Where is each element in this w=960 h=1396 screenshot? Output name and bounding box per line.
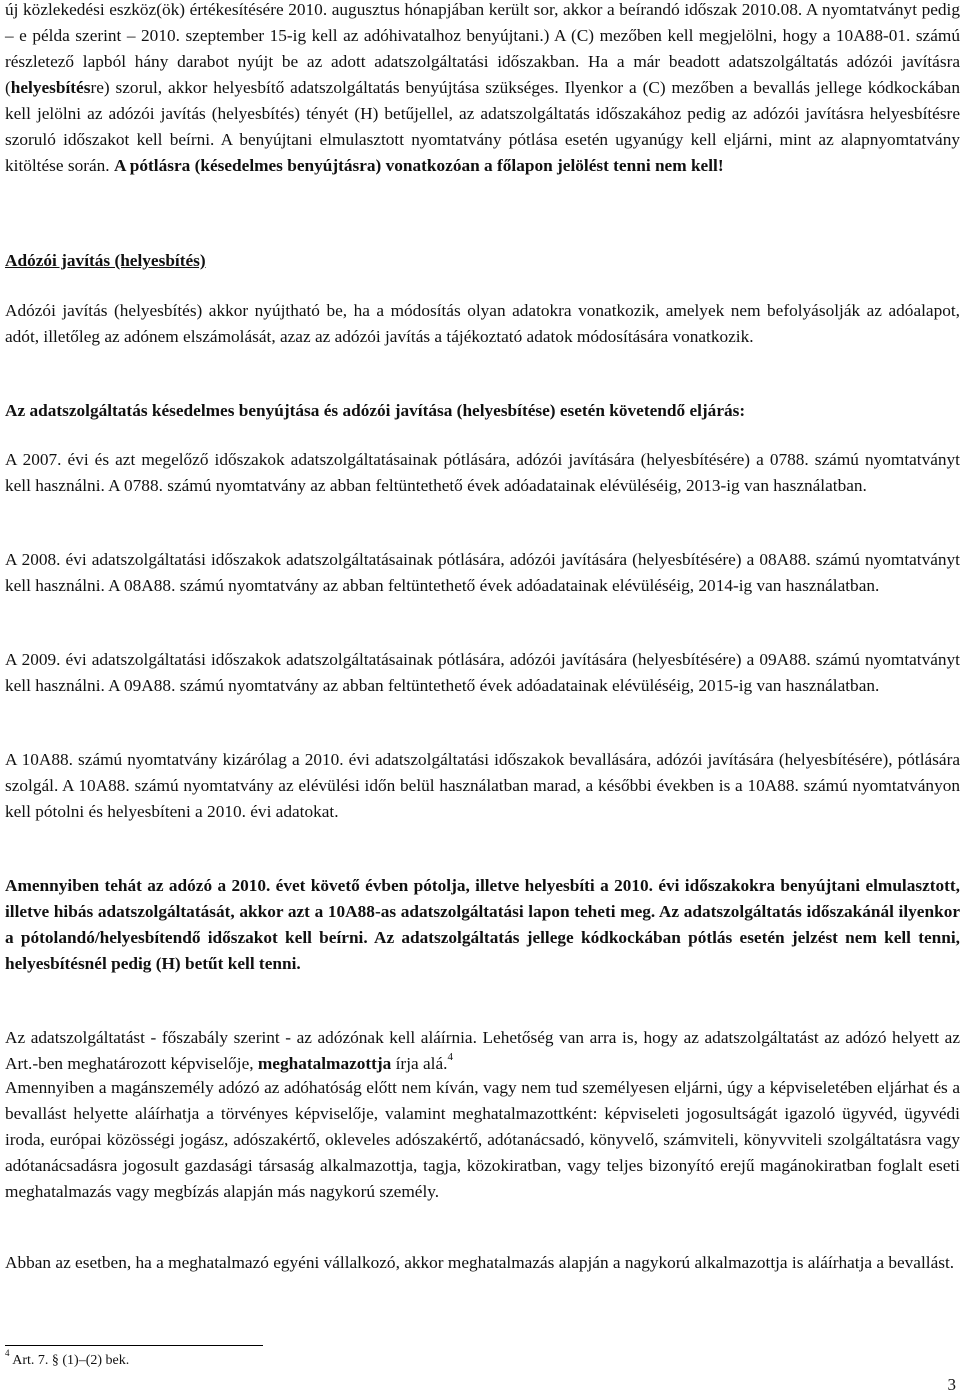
paragraph-2009: A 2009. évi adatszolgáltatási időszakok adatszolgáltatásainak pótlására, adózói javítására (helyesbítésére) a 09A88. számú nyomtatványt kell használni. A 09A88. számú nyomtatvány az abban feltüntethető évek adóadatainak elévüléséig, 2015-ig van használatban. — [5, 650, 960, 695]
paragraph-2010: A 10A88. számú nyomtatvány kizárólag a 2010. évi adatszolgáltatási időszakok bevallására, adózói javítására (helyesbítésére), pótlására szolgál. A 10A88. számú nyomtatvány az elévülési időn belül használatban marad, a későbbi években is a 10A88. számú nyomtatványon kell pótolni és helyesbíteni a 2010. évi adatokat. — [5, 750, 960, 821]
paragraph-representation: Amennyiben a magánszemély adózó az adóhatóság előtt nem kíván, vagy nem tud személyesen eljárni, úgy a képviseletében eljárhat és a bevallást helyette aláírhatja a törvényes képviselője, valamint meghatalmazottként: képviseleti jogosultságát igazoló ügyvéd, ügyvédi iroda, európai közösségi jogász, adószakértő, okleveles adószakértő, adótanácsadó, könyvelő, számviteli, könyvviteli szolgáltatásra vagy adótanácsadásra jogosult gazdasági társaság alkalmazottja, tagja, közokiratban, vagy teljes bizonyító erejű magánokiratban foglalt eseti meghatalmazás vagy megbízás alapján más nagykorú személy. — [5, 1078, 960, 1201]
paragraph-2007: A 2007. évi és azt megelőző időszakok adatszolgáltatásainak pótlására, adózói javítására (helyesbítésére) a 0788. számú nyomtatványt kell használni. A 0788. számú nyomtatvány az abban feltüntethető évek adóadatainak elévüléséig, 2013-ig van használatban. — [5, 450, 960, 495]
paragraph-correction-definition: Adózói javítás (helyesbítés) akkor nyújtható be, ha a módosítás olyan adatokra vonatkozik, amelyek nem befolyásolják az adóalapot, adót, illetőleg az adónem elszámolását, azaz az adózói javítás a tájékoztató adatok módosítására vonatkozik. — [5, 301, 960, 346]
footnote-ref: 4 — [447, 1051, 453, 1064]
paragraph-procedure-heading: Az adatszolgáltatás késedelmes benyújtása és adózói javítása (helyesbítése) esetén követendő eljárás: — [5, 401, 746, 420]
paragraph-signature: Az adatszolgáltatást - főszabály szerint - az adózónak kell aláírnia. Lehetőség van arra is, hogy az adatszolgáltatást az adózó helyett az Art.-ben meghatározott képviselője, meghatalmazottja írja alá.$^4$ — [5, 1028, 960, 1073]
paragraph-sole-proprietor: Abban az esetben, ha a meghatalmazó egyéni vállalkozó, akkor meghatalmazás alapján a nagykorú alkalmazottja is aláírhatja a bevallást. — [5, 1253, 955, 1272]
footnote-number: 4 — [5, 1348, 10, 1359]
footnote-divider — [5, 1345, 263, 1346]
page-number: 3 — [947, 1375, 956, 1394]
paragraph-2008: A 2008. évi adatszolgáltatási időszakok adatszolgáltatásainak pótlására, adózói javítására (helyesbítésére) a 08A88. számú nyomtatványt kell használni. A 08A88. számú nyomtatvány az abban feltüntethető évek adóadatainak elévüléséig, 2014-ig van használatban. — [5, 550, 960, 595]
section-heading: Adózói javítás (helyesbítés) — [5, 251, 206, 270]
paragraph-intro: új közlekedési eszköz(ök) értékesítésére 2010. augusztus hónapjában került sor, akkor a beírandó időszak 2010.08. A nyomtatványt pedig – e példa szerint – 2010. szeptember 15-ig kell az adóhivatalhoz benyújtani.) A (C) mezőben kell megjelölni, hogy a 10A88-01. számú részletező lapból hány darabot nyújt be az adott adatszolgáltatási időszakban. Ha a már beadott adatszolgáltatás adózói javításra (helyesbítésre) szorul, akkor helyesbítő adatszolgáltatás benyújtása szükséges. Ilyenkor a (C) mezőben a bevallás jellege kódkockában kell jelölni az adózói javítás (helyesbítés) tényét (H) betűjellel, az adatszolgáltatás időszakához pedig az adózói javításra helyesbítésre szoruló időszakot kell beírni. A benyújtani elmulasztott nyomtatvány pótlása esetén ugyanúgy kell eljárni, mint az alapnyomtatvány kitöltése során. A pótlásra (késedelmes benyújtásra) vonatkozóan a főlapon jelölést tenni nem kell! — [5, 0, 960, 175]
paragraph-summary-bold: Amennyiben tehát az adózó a 2010. évet követő évben pótolja, illetve helyesbíti a 2010. évi időszakokra benyújtani elmulasztott, illetve hibás adatszolgáltatását, akkor azt a 10A88-as adatszolgáltatási lapon teheti meg. Az adatszolgáltatás időszakánál ilyenkor a pótolandó/helyesbítendő időszakot kell beírni. Az adatszolgáltatás jellege kódkockában pótlás esetén jelzést nem kell tenni, helyesbítésnél pedig (H) betűt kell tenni. — [5, 876, 960, 973]
footnote — [5, 1348, 130, 1371]
footnote-text: Art. 7. § (1)–(2) bek. — [9, 1353, 130, 1368]
